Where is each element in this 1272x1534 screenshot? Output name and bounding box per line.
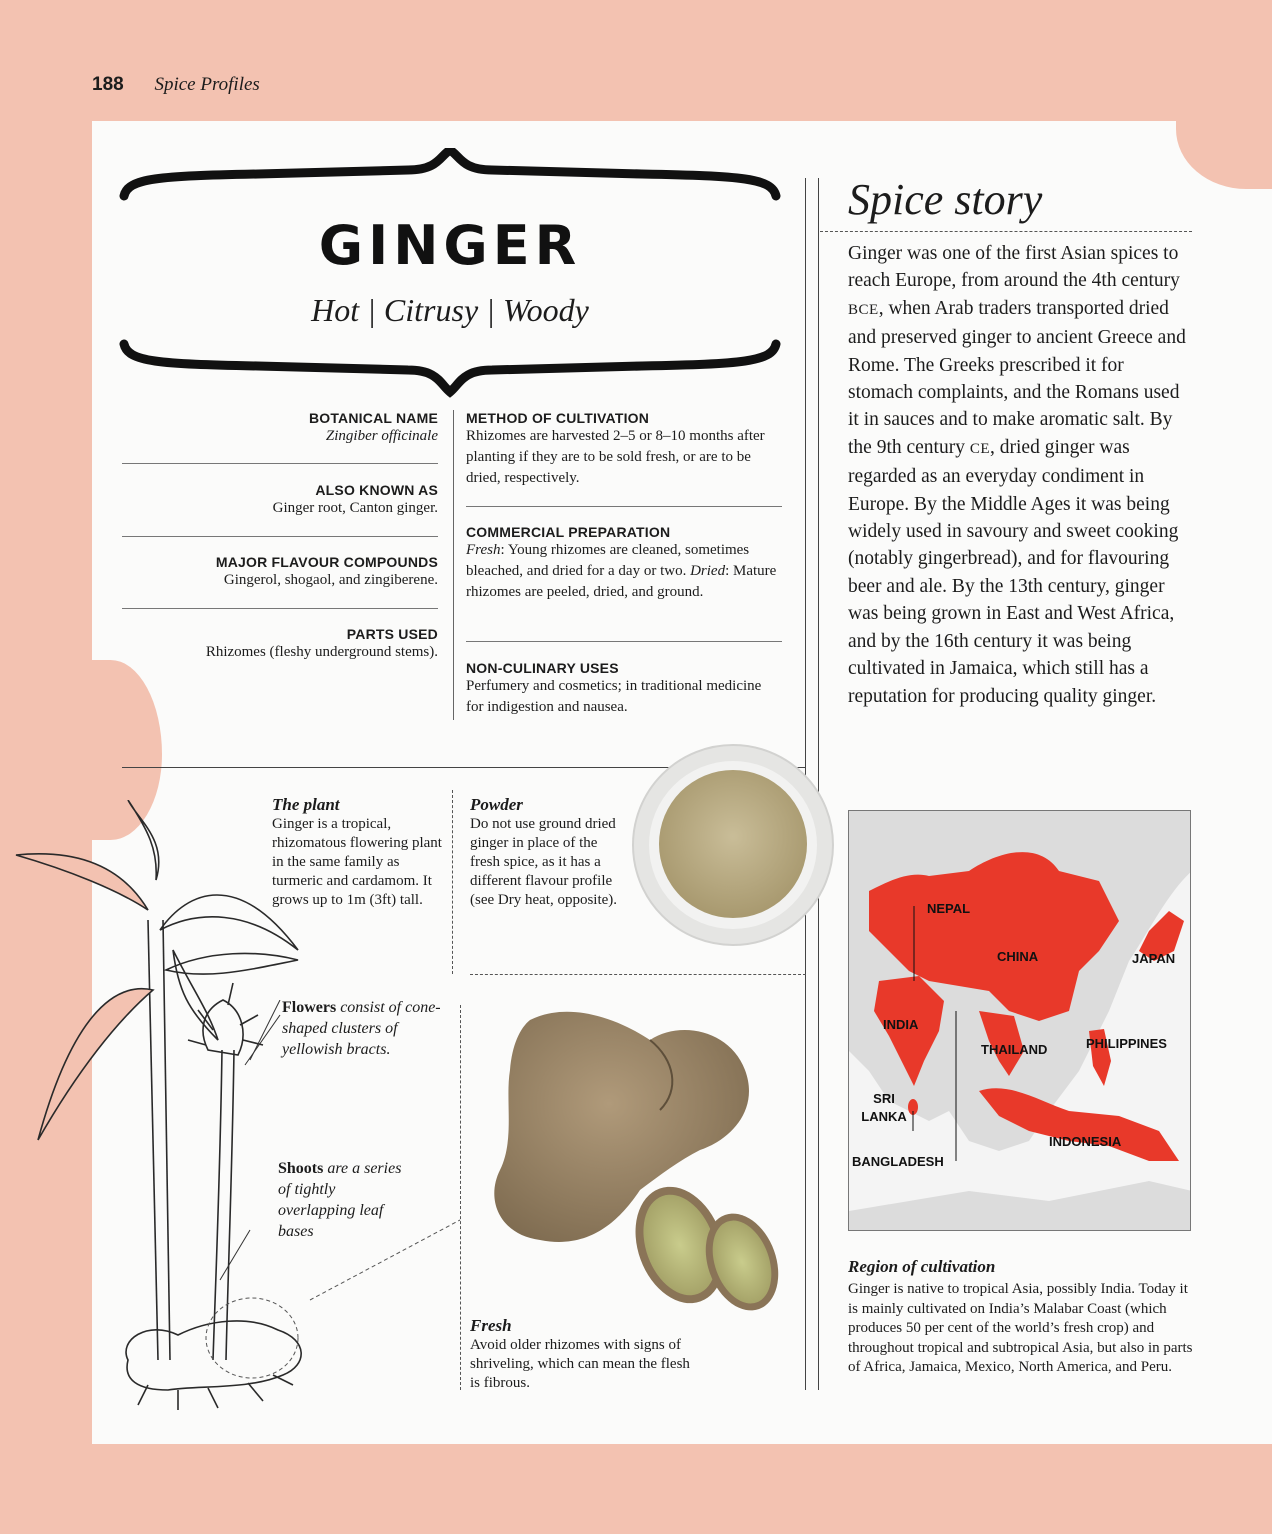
fresh-caption bbox=[470, 1316, 690, 1393]
map-label-india: INDIA bbox=[883, 1017, 919, 1032]
fresh-ginger-image bbox=[480, 1000, 800, 1320]
powder-caption bbox=[470, 795, 620, 910]
fact-commercial-preparation bbox=[466, 524, 782, 603]
story-part: Ginger was one of the first Asian spices to reach Europe, from around the 4th century bbox=[848, 243, 1180, 292]
dashed-divider bbox=[460, 1005, 461, 1390]
map-label-philippines: PHILIPPINES bbox=[1086, 1036, 1167, 1051]
shoots-caption bbox=[278, 1158, 408, 1242]
story-title-underline bbox=[820, 231, 1192, 232]
map-label-sri-lanka: SRI LANKA bbox=[861, 1091, 907, 1124]
map-label-thailand: THAILAND bbox=[981, 1042, 1048, 1057]
shoots-term: Shoots bbox=[278, 1160, 324, 1177]
region-heading bbox=[848, 1257, 995, 1277]
dashed-divider bbox=[470, 974, 806, 975]
fact-label: COMMERCIAL PREPARATION bbox=[466, 524, 671, 540]
divider bbox=[466, 506, 782, 507]
map-label-bangladesh: BANGLADESH bbox=[852, 1154, 944, 1169]
map-label-indonesia: INDONESIA bbox=[1049, 1134, 1122, 1149]
ginger-powder-bowl bbox=[630, 742, 836, 948]
section-title: Spice Profiles bbox=[154, 74, 260, 95]
fact-label: METHOD OF CULTIVATION bbox=[466, 410, 650, 426]
fact-flavour-compounds bbox=[122, 554, 438, 591]
fresh-text: Avoid older rhizomes with signs of shriveling, which can mean the flesh is fibrous. bbox=[470, 1337, 690, 1391]
flavour-profile: Hot | Citrusy | Woody bbox=[311, 292, 589, 328]
fact-label: PARTS USED bbox=[346, 626, 438, 642]
fact-value: Zingiber officinale bbox=[325, 428, 438, 444]
plant-text: Ginger is a tropical, rhizomatous flowering plant in the same family as turmeric and cardamom. It grows up to 1m (3ft) tall. bbox=[272, 816, 442, 908]
fact-label: ALSO KNOWN AS bbox=[315, 482, 438, 498]
story-text bbox=[848, 240, 1193, 710]
fact-value bbox=[466, 540, 782, 603]
fresh-heading: Fresh bbox=[470, 1316, 512, 1335]
fact-method-of-cultivation bbox=[466, 410, 782, 489]
era-bce: BCE bbox=[848, 301, 879, 318]
fact-label: NON-CULINARY USES bbox=[466, 660, 619, 676]
fact-value: Rhizomes are harvested 2–5 or 8–10 months after planting if they are to be sold fresh, or are to be dried, respectively. bbox=[466, 428, 765, 486]
fact-value: Gingerol, shogaol, and zingiberene. bbox=[223, 572, 438, 588]
fresh-text: : Young rhizomes are cleaned, sometimes bleached, and dried for a day or two. bbox=[466, 542, 750, 579]
powder-heading: Powder bbox=[470, 795, 523, 814]
shoots-text: are a series of tightly overlapping leaf bases bbox=[278, 1160, 402, 1240]
spice-name: GINGER bbox=[318, 214, 582, 277]
divider bbox=[122, 463, 438, 464]
story-part: , dried ginger was regarded as an everyday condiment in Europe. By the Middle Ages it was being widely used in savoury and sweet cooking (notably gingerbread), and for flavouring beer and ale. By the 13th century, ginger was being grown in East and West Africa, and by the 16th century it was being cultivated in Jamaica, which still has a reputation for producing quality ginger. bbox=[848, 436, 1179, 707]
divider bbox=[466, 641, 782, 642]
fact-label: MAJOR FLAVOUR COMPOUNDS bbox=[215, 554, 438, 570]
cultivation-map bbox=[848, 810, 1191, 1231]
fact-label: BOTANICAL NAME bbox=[308, 410, 438, 426]
map-label-china: CHINA bbox=[997, 949, 1039, 964]
facts-column-divider bbox=[453, 410, 454, 720]
divider bbox=[122, 536, 438, 537]
fact-parts-used bbox=[122, 626, 438, 663]
flowers-text: consist of cone-shaped clusters of yellowish bracts. bbox=[282, 999, 441, 1058]
divider bbox=[122, 608, 438, 609]
story-title: Spice story bbox=[848, 175, 1043, 224]
era-ce: CE bbox=[969, 440, 991, 457]
region-heading-text: Region of cultivation bbox=[848, 1257, 996, 1276]
flowers-caption bbox=[282, 997, 442, 1060]
region-text: Ginger is native to tropical Asia, possibly India. Today it is mainly cultivated on India’s Malabar Coast (which produces 50 per cent of the world’s fresh crop) and throughout tropical and subtropical Asia, but also in parts of Africa, Jamaica, Mexico, North America, and Peru. bbox=[848, 1281, 1193, 1375]
story-part: , when Arab traders transported dried and preserved ginger to ancient Greece and Rome. The Greeks prescribed it for stomach complaints, and the Romans used it in sauces and to make aromatic salt. By the 9th century bbox=[848, 297, 1186, 458]
page-number: 188 bbox=[92, 74, 124, 95]
dried-text: : Mature rhizomes are peeled, dried, and ground. bbox=[466, 563, 777, 600]
fact-botanical-name bbox=[122, 410, 438, 447]
fact-value: Perfumery and cosmetics; in traditional medicine for indigestion and nausea. bbox=[466, 678, 762, 715]
map-label-nepal: NEPAL bbox=[927, 901, 971, 916]
dashed-divider bbox=[452, 790, 453, 974]
fact-value: Ginger root, Canton ginger. bbox=[272, 500, 438, 516]
page-header bbox=[92, 74, 260, 96]
fact-also-known-as bbox=[122, 482, 438, 519]
fresh-term: Fresh bbox=[466, 542, 501, 558]
map-label-japan: JAPAN bbox=[1132, 951, 1176, 966]
plant-caption bbox=[272, 795, 442, 910]
fact-value: Rhizomes (fleshy underground stems). bbox=[205, 644, 438, 660]
flowers-term: Flowers bbox=[282, 999, 337, 1016]
fact-non-culinary-uses bbox=[466, 660, 782, 718]
plant-heading: The plant bbox=[272, 795, 340, 814]
powder-text: Do not use ground dried ginger in place of the fresh spice, as it has a different flavour profile (see Dry heat, opposite). bbox=[470, 816, 618, 908]
dried-term: Dried bbox=[690, 563, 726, 579]
